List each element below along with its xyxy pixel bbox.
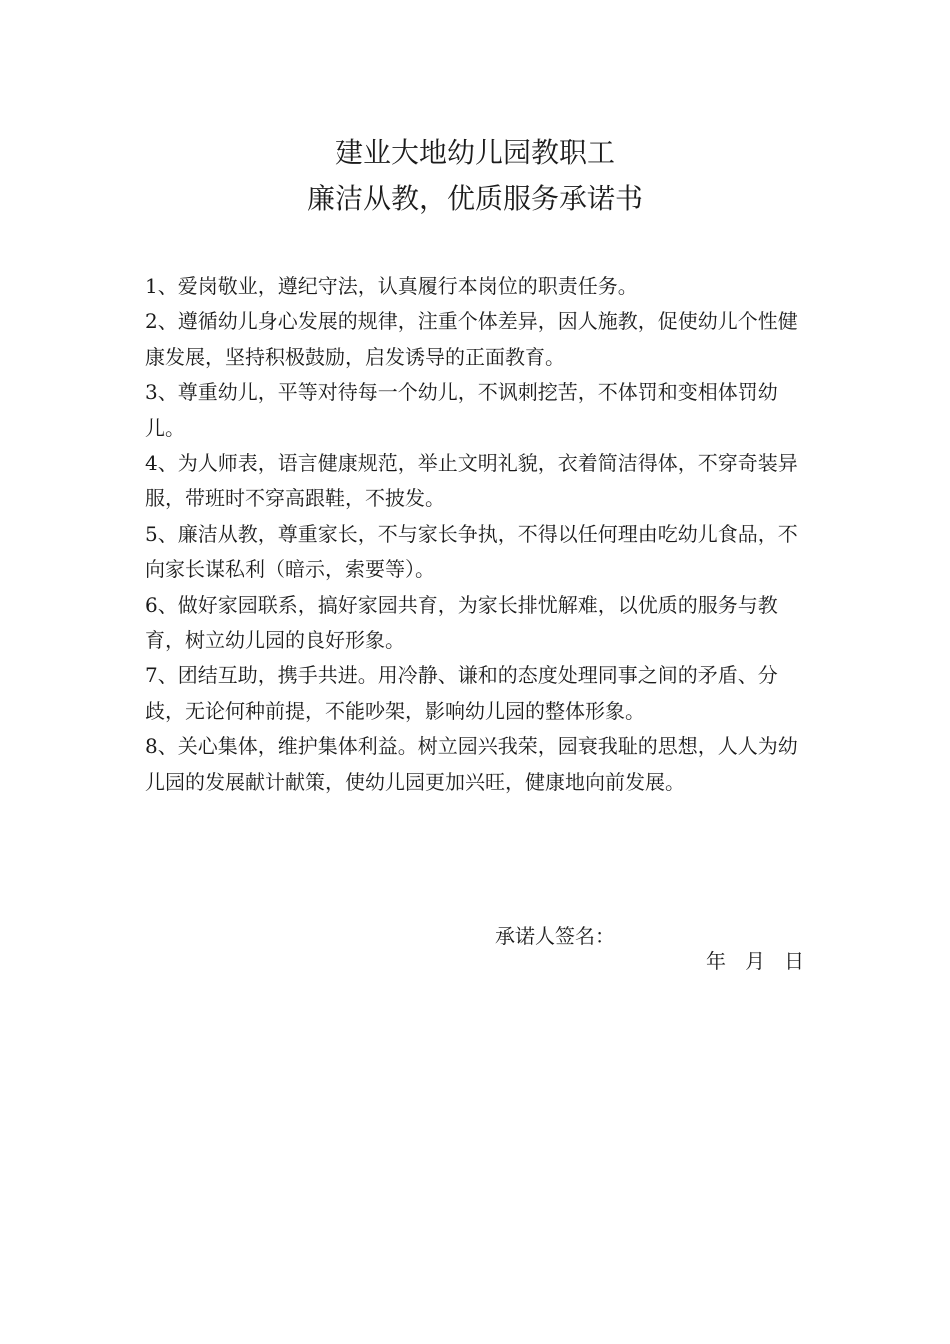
commitment-item-7: 7、团结互助，携手共进。用冷静、谦和的态度处理同事之间的矛盾、分歧，无论何种前提，不能吵架，影响幼儿园的整体形象。 bbox=[145, 663, 778, 723]
commitment-item-8: 8、关心集体，维护集体利益。树立园兴我荣，园衰我耻的思想，人人为幼儿园的发展献计献策，使幼儿园更加兴旺，健康地向前发展。 bbox=[145, 734, 798, 794]
date-label: 年 月 日 bbox=[706, 949, 805, 973]
commitment-item-2: 2、遵循幼儿身心发展的规律，注重个体差异，因人施教，促使幼儿个性健康发展，坚持积极鼓励，启发诱导的正面教育。 bbox=[145, 309, 798, 369]
title-line-2: 廉洁从教，优质服务承诺书 bbox=[306, 182, 643, 215]
commitment-item-3: 3、尊重幼儿，平等对待每一个幼儿，不讽刺挖苦，不体罚和变相体罚幼儿。 bbox=[145, 380, 778, 440]
commitment-item-4: 4、为人师表，语言健康规范，举止文明礼貌，衣着简洁得体，不穿奇装异服，带班时不穿高跟鞋，不披发。 bbox=[145, 451, 798, 511]
commitment-item-5: 5、廉洁从教，尊重家长，不与家长争执，不得以任何理由吃幼儿食品，不向家长谋私利（暗示，索要等）。 bbox=[145, 521, 798, 582]
document-title bbox=[0, 130, 950, 222]
signature-label: 承诺人签名： bbox=[495, 924, 615, 948]
title-line-1: 建业大地幼儿园教职工 bbox=[334, 136, 615, 169]
commitment-list bbox=[145, 269, 813, 800]
commitment-item-1: 1、爱岗敬业，遵纪守法，认真履行本岗位的职责任务。 bbox=[145, 274, 638, 298]
commitment-item-6: 6、做好家园联系，搞好家园共育，为家长排忧解难，以优质的服务与教育，树立幼儿园的良好形象。 bbox=[145, 592, 778, 653]
